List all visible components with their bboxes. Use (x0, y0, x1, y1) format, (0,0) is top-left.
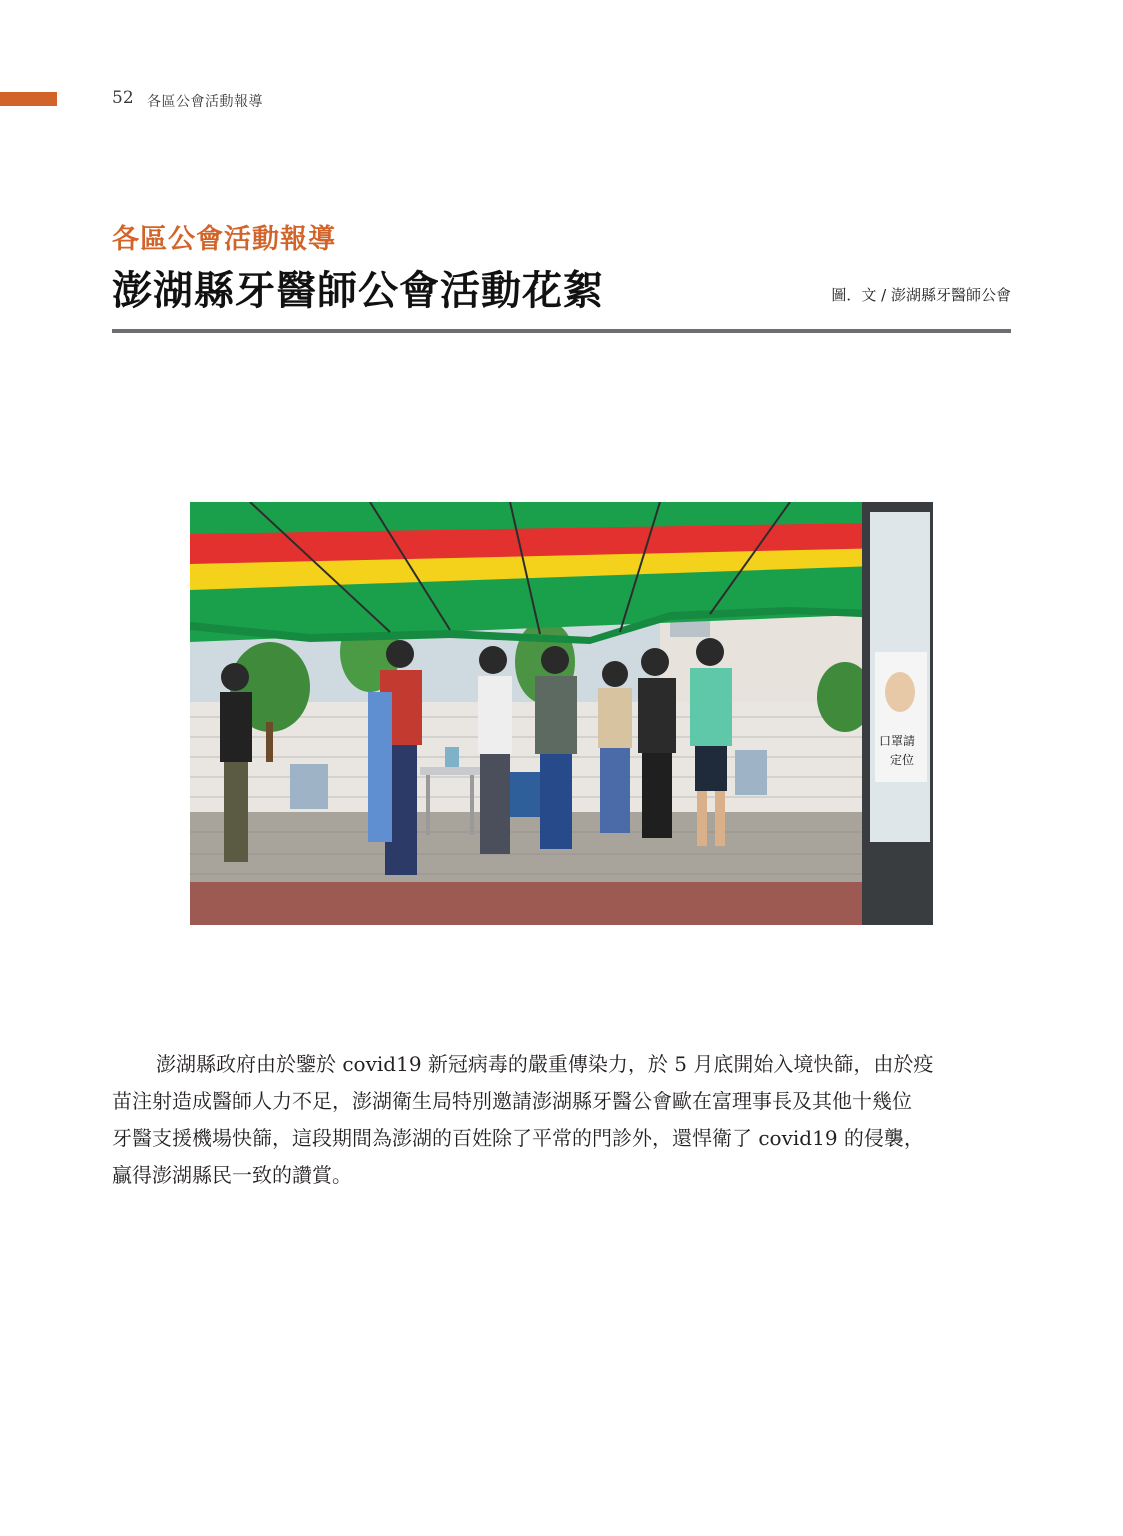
body-line-1: 澎湖縣政府由於鑒於 covid19 新冠病毒的嚴重傳染力，於 5 月底開始入境快篩，由於疫 (156, 1052, 934, 1076)
title-divider (112, 329, 1011, 333)
body-line-4: 贏得澎湖縣民一致的讚賞。 (112, 1163, 352, 1187)
photo-credit: 圖．文 / 澎湖縣牙醫師公會 (831, 286, 1011, 304)
body-line-2: 苗注射造成醫師人力不足，澎湖衛生局特別邀請澎湖縣牙醫公會歐在富理事長及其他十幾位 (112, 1089, 912, 1113)
body-line-3: 牙醫支援機場快篩，這段期間為澎湖的百姓除了平常的門診外，還悍衛了 covid19 的侵襲， (112, 1126, 924, 1150)
header-accent-bar (0, 92, 57, 106)
article-photo (190, 502, 933, 925)
booth-sign-line2: 定位 (890, 753, 915, 767)
page-number: 52 (112, 88, 134, 108)
article-body (112, 1046, 1011, 1194)
article-title: 澎湖縣牙醫師公會活動花絮 (112, 268, 604, 314)
section-label: 各區公會活動報導 (112, 224, 336, 255)
booth-sign-line1: 口罩請 (879, 734, 916, 748)
tent-scene-illustration (190, 502, 933, 925)
running-head: 各區公會活動報導 (147, 94, 263, 110)
